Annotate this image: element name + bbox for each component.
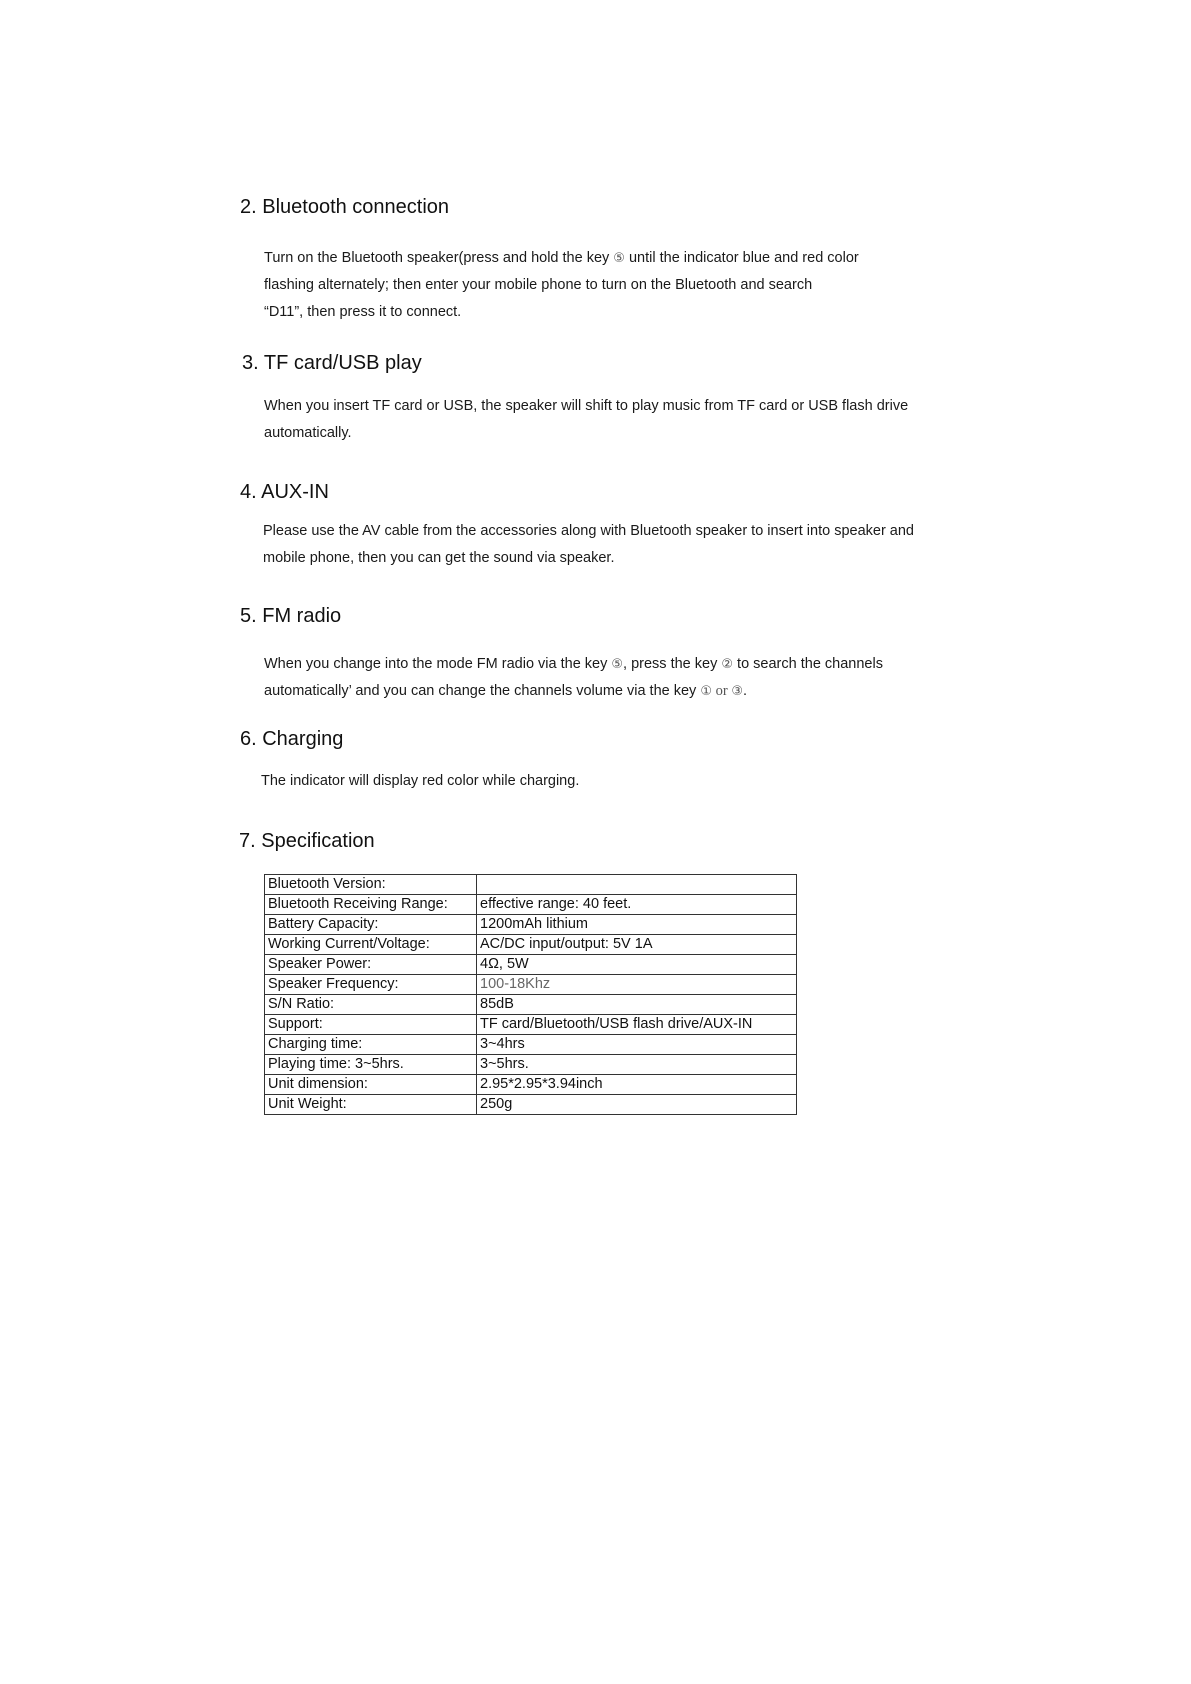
spec-key: Working Current/Voltage: [265, 935, 477, 955]
text-fragment: or [712, 683, 732, 699]
spec-value [477, 875, 797, 895]
spec-value: 2.95*2.95*3.94inch [477, 1075, 797, 1095]
paragraph-line [264, 245, 859, 272]
spec-table [264, 874, 797, 1115]
section-title-charging: 6. Charging [240, 728, 344, 750]
section-body-auxin [263, 518, 914, 572]
text-fragment: automatically’ and you can change the channels volume via the key [264, 683, 701, 699]
section-title-fm: 5. FM radio [240, 605, 342, 627]
text-fragment: until the indicator blue and red color [624, 250, 859, 266]
spec-value: 3~5hrs. [477, 1055, 797, 1075]
key-5-icon: ⑤ [611, 657, 624, 672]
spec-value: 85dB [477, 995, 797, 1015]
spec-key: S/N Ratio: [265, 995, 477, 1015]
spec-key: Bluetooth Version: [265, 875, 477, 895]
spec-row [265, 1055, 797, 1075]
spec-key: Unit dimension: [265, 1075, 477, 1095]
paragraph-line [264, 651, 883, 678]
spec-row [265, 955, 797, 975]
spec-value: 3~4hrs [477, 1035, 797, 1055]
spec-row [265, 1035, 797, 1055]
text-fragment: to search the channels [733, 656, 883, 672]
key-3-icon: ③ [731, 684, 743, 699]
spec-key: Support: [265, 1015, 477, 1035]
section-title-auxin: 4. AUX-IN [240, 481, 329, 503]
section-title-spec: 7. Specification [239, 830, 375, 852]
spec-row [265, 975, 797, 995]
spec-value: TF card/Bluetooth/USB flash drive/AUX-IN [477, 1015, 797, 1035]
spec-row [265, 875, 797, 895]
section-title-bluetooth: 2. Bluetooth connection [240, 196, 450, 218]
spec-key: Speaker Power: [265, 955, 477, 975]
spec-row [265, 1075, 797, 1095]
text-fragment: . [743, 683, 748, 699]
spec-row [265, 935, 797, 955]
section-body-tfcard [264, 393, 908, 447]
spec-value: AC/DC input/output: 5V 1A [477, 935, 797, 955]
paragraph-line: When you insert TF card or USB, the speaker will shift to play music from TF card or USB flash drive [264, 398, 909, 414]
paragraph-line: mobile phone, then you can get the sound via speaker. [263, 550, 615, 566]
spec-key: Speaker Frequency: [265, 975, 477, 995]
spec-row [265, 915, 797, 935]
paragraph-line: Please use the AV cable from the accessories along with Bluetooth speaker to insert into speaker and [263, 523, 914, 539]
paragraph-line [264, 678, 883, 705]
paragraph-line: “D11”, then press it to connect. [264, 304, 462, 320]
spec-key: Bluetooth Receiving Range: [265, 895, 477, 915]
spec-row [265, 1095, 797, 1115]
spec-key: Playing time: 3~5hrs. [265, 1055, 477, 1075]
text-fragment: , press the key [623, 656, 722, 672]
section-body-fm [264, 651, 883, 705]
spec-table-body [265, 875, 797, 1115]
paragraph-line: flashing alternately; then enter your mobile phone to turn on the Bluetooth and search [264, 277, 813, 293]
text-fragment: Turn on the Bluetooth speaker(press and hold the key [264, 250, 614, 266]
key-5-icon: ⑤ [613, 251, 625, 266]
section-body-bluetooth [264, 245, 859, 326]
text-fragment: When you change into the mode FM radio via the key [264, 656, 612, 672]
spec-value: 1200mAh lithium [477, 915, 797, 935]
spec-row [265, 1015, 797, 1035]
spec-key: Battery Capacity: [265, 915, 477, 935]
spec-key: Charging time: [265, 1035, 477, 1055]
spec-row [265, 995, 797, 1015]
key-2-icon: ② [721, 657, 734, 672]
paragraph-line: The indicator will display red color while charging. [261, 773, 580, 789]
key-1-icon: ① [700, 684, 712, 699]
spec-value: 100-18Khz [477, 975, 797, 995]
spec-value: effective range: 40 feet. [477, 895, 797, 915]
spec-value: 250g [477, 1095, 797, 1115]
section-body-charging [261, 768, 579, 795]
spec-row [265, 895, 797, 915]
section-title-tfcard: 3. TF card/USB play [242, 352, 422, 374]
paragraph-line: automatically. [264, 425, 352, 441]
spec-key: Unit Weight: [265, 1095, 477, 1115]
spec-value: 4Ω, 5W [477, 955, 797, 975]
